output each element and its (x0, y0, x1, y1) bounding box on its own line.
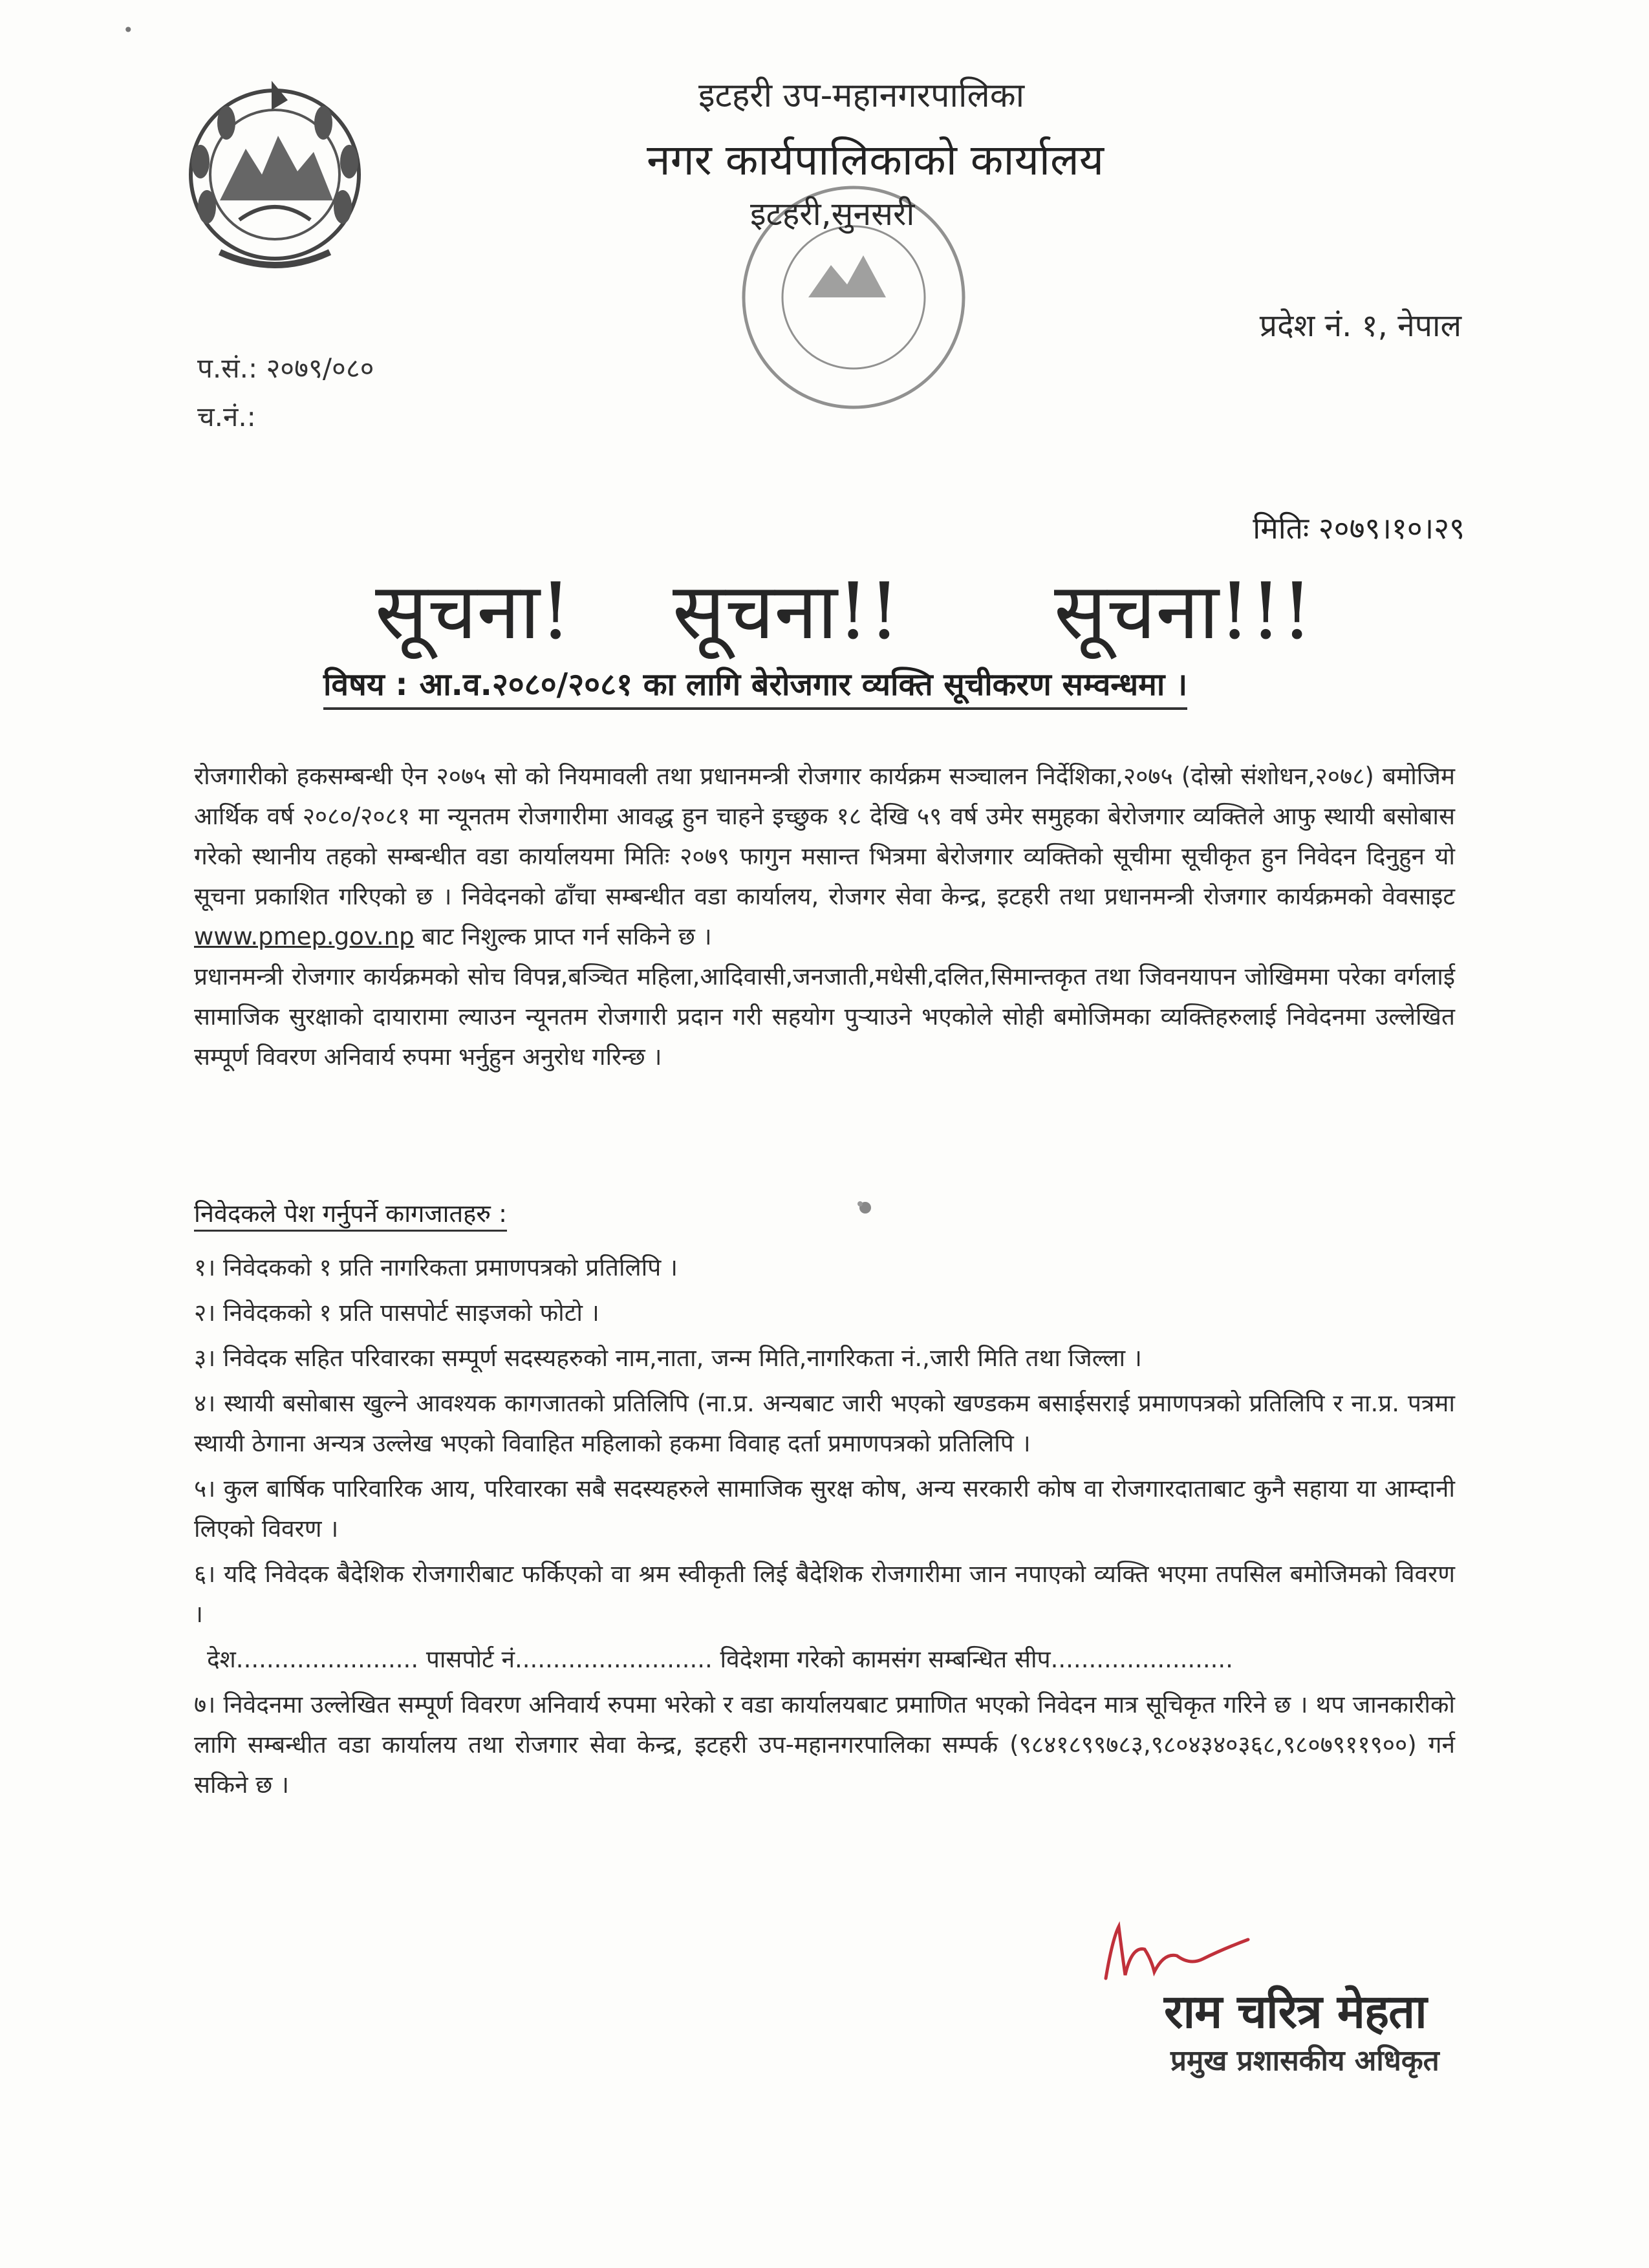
date-value: २०७९।१०।२९ (1318, 511, 1465, 546)
date-label: मितिः (1253, 511, 1310, 546)
subject-line (323, 663, 1187, 710)
subject-label: विषय : (323, 667, 408, 703)
notice-word-1: सूचना! (375, 567, 572, 657)
list-item: १। निवेदकको १ प्रति नागरिकता प्रमाणपत्रको प्रतिलिपि । (194, 1254, 678, 1281)
letter-date (1253, 508, 1465, 548)
office-name: नगर कार्यपालिकाको कार्यालय (647, 135, 1104, 185)
requirements-list (194, 1248, 1455, 1810)
reference-value: २०७९/०८० (266, 352, 374, 384)
province-label: प्रदेश नं. १, नेपाल (1259, 308, 1461, 344)
margin-mark: • (123, 19, 134, 41)
paragraph-1-tail: बाट निशुल्क प्राप्त गर्न सकिने छ । (422, 923, 712, 950)
requirements-heading: निवेदकले पेश गर्नुपर्ने कागजातहरु : (194, 1196, 507, 1232)
signatory-title: प्रमुख प्रशासकीय अधिकृत (1170, 2044, 1439, 2077)
office-location: इटहरी,सुनसरी (750, 195, 915, 233)
nepal-government-emblem-icon (175, 65, 375, 278)
subject-text: आ.व.२०८०/२०८१ का लागि बेरोजगार व्यक्ति सूचीकरण सम्वन्धमा । (419, 667, 1188, 703)
notice-word-3: सूचना!!! (1054, 567, 1313, 657)
body-paragraph-2: प्रधानमन्त्री रोजगार कार्यक्रमको सोच विपन्न,बञ्चित महिला,आदिवासी,जनजाती,मधेसी,दलित,सिमान्तकृत तथा जिवनयापन जोखिममा परेका वर्गलाई सामाजिक सुरक्षाको दायारामा ल्याउन न्यूनतम रोजगारी प्रदान गरी सहयोग पुऱ्याउने भएकोले सोही बमोजिमका व्यक्तिहरुलाई निवेदनमा उल्लेखित सम्पूर्ण विवरण अनिवार्य रुपमा भर्नुहुन अनुरोध गरिन्छ । (194, 963, 1455, 1071)
list-item: ६। यदि निवेदक बैदेशिक रोजगारीबाट फर्किएको वा श्रम स्वीकृती लिई बैदेशिक रोजगारीमा जान नपाएको व्यक्ति भएमा तपसिल बमोजिमको विवरण । (194, 1560, 1455, 1628)
list-item: ७। निवेदनमा उल्लेखित सम्पूर्ण विवरण अनिवार्य रुपमा भरेको र वडा कार्यालयबाट प्रमाणित भएको निवेदन मात्र सूचिकृत गरिने छ । थप जानकारीको लागि सम्बन्धीत वडा कार्यालय तथा रोजगार सेवा केन्द्र, इटहरी उप-महानगरपालिका सम्पर्क (९८४१८९९७८३,९८०४३४०३६८,९८०७९११९००) गर्न सकिने छ । (194, 1691, 1455, 1799)
ink-speck-icon (854, 1196, 877, 1219)
fill-in-line: देश........................ पासपोर्ट नं.......................... विदेशमा गरेको कामसंग सम्बन्धित सीप........................ (207, 1645, 1233, 1673)
notice-word-2: सूचना!! (673, 567, 900, 657)
reference-number (197, 349, 374, 386)
website-link[interactable]: www.pmep.gov.np (194, 923, 415, 950)
reference-label: प.सं.: (197, 352, 258, 384)
notice-banner (0, 556, 1649, 672)
body-paragraph-1 (194, 756, 1455, 957)
dispatch-label: च.नं.: (197, 401, 256, 433)
handwritten-signature-icon (1099, 1914, 1267, 1985)
notice-body (194, 756, 1455, 1077)
signatory-name: राम चरित्र मेहता (1164, 1984, 1427, 2038)
paragraph-1-text: रोजगारीको हकसम्बन्धी ऐन २०७५ सो को नियमावली तथा प्रधानमन्त्री रोजगार कार्यक्रम सञ्चालन निर्देशिका,२०७५ (दोस्रो संशोधन,२०७८) बमोजिम आर्थिक वर्ष २०८०/२०८१ मा न्यूनतम रोजगारीमा आवद्ध हुन चाहने इच्छुक १८ देखि ५९ वर्ष उमेर समुहका बेरोजगार व्यक्तिले आफु स्थायी बसोबास गरेको स्थानीय तहको सम्बन्धीत वडा कार्यालयमा मितिः २०७९ फागुन मसान्त भित्रमा बेरोजगार व्यक्तिको सूचीमा सूचीकृत हुन निवेदन दिनुहुन यो सूचना प्रकाशित गरिएको छ । निवेदनको ढाँचा सम्बन्धीत वडा कार्यालय, रोजगर सेवा केन्द्र, इटहरी तथा प्रधानमन्त्री रोजगार कार्यक्रमको वेवसाइट (194, 762, 1455, 910)
list-item: ३। निवेदक सहित परिवारका सम्पूर्ण सदस्यहरुको नाम,नाता, जन्म मिति,नागरिकता नं.,जारी मिति तथा जिल्ला । (194, 1344, 1142, 1372)
list-item: २। निवेदकको १ प्रति पासपोर्ट साइजको फोटो । (194, 1299, 599, 1327)
dispatch-number (197, 398, 256, 434)
municipality-name: इटहरी उप-महानगरपालिका (698, 76, 1025, 115)
list-item: ५। कुल बार्षिक पारिवारिक आय, परिवारका सबै सदस्यहरुले सामाजिक सुरक्ष कोष, अन्य सरकारी कोष वा रोजगारदाताबाट कुनै सहाया या आम्दानी लिएको विवरण । (194, 1475, 1455, 1543)
list-item: ४। स्थायी बसोबास खुल्ने आवश्यक कागजातको प्रतिलिपि (ना.प्र. अन्यबाट जारी भएको खण्डकम बसाईसराई प्रमाणपत्रको प्रतिलिपि र ना.प्र. पत्रमा स्थायी ठेगाना अन्यत्र उल्लेख भएको विवाहित महिलाको हकमा विवाह दर्ता प्रमाणपत्रको प्रतिलिपि । (194, 1389, 1455, 1457)
